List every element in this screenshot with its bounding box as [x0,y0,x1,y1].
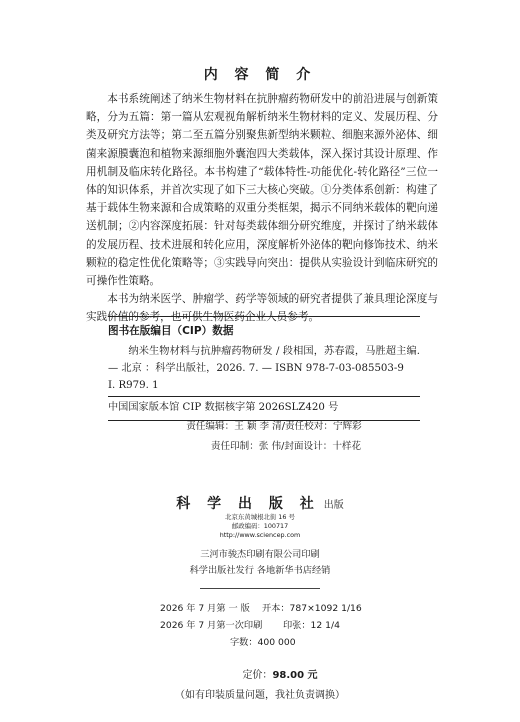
credit-separator: / [281,441,285,452]
cip-classification: Ⅰ. R979. 1 [108,380,159,391]
credits-editor-line [0,418,520,432]
printer-info [0,547,520,579]
book-format: 开本：787×1092 1/16 [262,603,362,614]
proofreader-label: 责任校对： [284,421,333,432]
printed-sheets: 印张：12 1/4 [283,620,340,631]
publisher-contact [0,513,520,540]
cover-label: 封面设计： [284,441,333,452]
printer-name: 三河市骏杰印刷有限公司印刷 [200,549,320,560]
publisher-suffix: 出版 [323,500,344,511]
cover-designer: 十样花 [332,441,362,452]
editor-label: 责任编辑： [186,421,235,432]
page-title: 内 容 简 介 [203,67,317,83]
cip-entry [108,343,420,397]
credit-separator: / [281,421,285,432]
publisher-name: 科 学 出 版 社 [176,496,320,512]
cip-block [108,316,420,421]
abstract [86,90,438,327]
first-printing: 2026 年 7 月第一次印刷 [160,620,263,631]
word-count: 字数：400 000 [230,637,296,648]
publisher-line [0,493,520,513]
price-value: 98.00 元 [272,670,318,681]
divider [200,588,320,589]
price-line [0,666,520,681]
quality-notice: （如有印装质量问题，我社负责调换） [175,690,345,701]
abstract-paragraph-2: 本书为纳米医学、肿瘤学、药学等领域的研究者提供了兼具理论深度与实践价值的参考，也可供生物医药企业人员参考。 [86,293,438,324]
cip-record-number: 中国国家版本馆 CIP 数据核字第 2026SLZ420 号 [108,402,339,413]
cip-heading: 图书在版编目（CIP）数据 [108,325,234,337]
first-edition: 2026 年 7 月第 一 版 [160,603,250,614]
cip-body-text: 纳米生物材料与抗肿瘤药物研发 / 段相国，苏春霞，马胜超主编. — 北京 ：科学出版社，2026. 7. — ISBN 978-7-03-085503-9 [108,346,420,374]
price-label: 定价： [242,670,273,681]
publisher-postcode: 邮政编码：100717 [231,522,289,530]
credits-printing-line [0,438,520,452]
publisher-website: http://www.sciencep.com [219,531,301,539]
printing-label: 责任印制： [210,441,259,452]
publisher-address: 北京东黄城根北街 16 号 [225,513,295,521]
editor-names: 王 颖 李 清 [234,421,282,432]
distribution-info: 科学出版社发行 各地新华书店经销 [189,565,331,576]
proofreader-name: 宁辉彩 [332,421,362,432]
abstract-paragraph-1: 本书系统阐述了纳米生物材料在抗肿瘤药物研发中的前沿进展与创新策略，分为五篇：第一篇从宏观视角解析纳米生物材料的定义、发展历程、分类及研究方法等；第二至五篇分别聚焦新型纳米颗粒、细胞来源外泌体、细菌来源膜囊泡和植物来源细胞外囊泡四大类载体，深入探讨其设计原理、作用机制及临床转化路径。本书构建了“载体特性-功能优化-转化路径”三位一体的知识体系，并首次实现了如下三大核心突破。①分类体系创新：构建了基于载体生物来源和合成策略的双重分类框架，揭示不同纳米载体的靶向递送机制；②内容深度拓展：针对每类载体细分研究维度，并探讨了纳米载体的发展历程、技术进展和转化应用，深度解析外泌体的靶向修饰技术、纳米颗粒的稳定性优化策略等；③实践导向突出：提供从实验设计到临床研究的可操作性策略。 [86,93,438,288]
printing-name: 张 伟 [258,441,282,452]
